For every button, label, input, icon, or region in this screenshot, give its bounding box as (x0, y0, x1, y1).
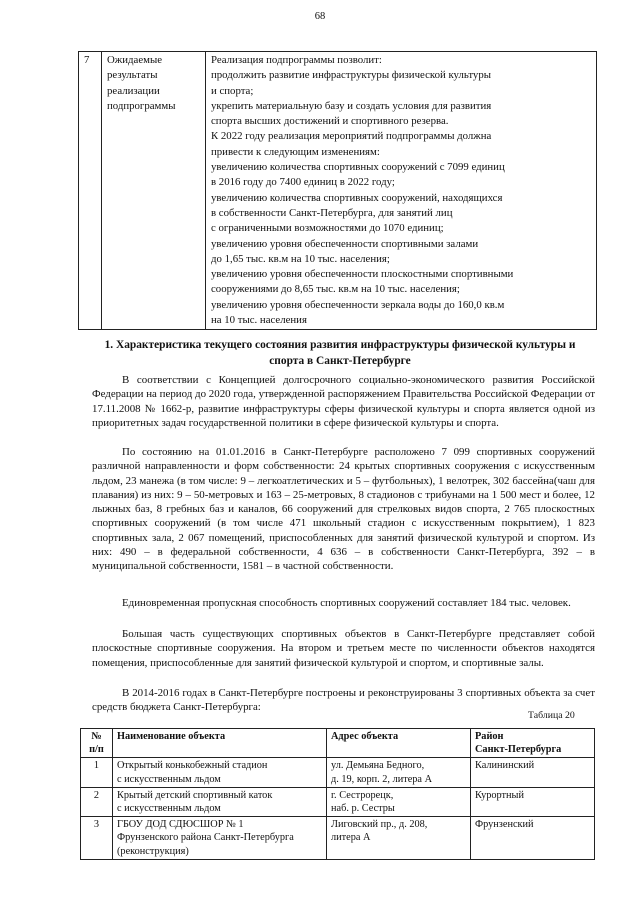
table-row (79, 52, 597, 330)
header-name: Наименование объекта (113, 729, 327, 758)
cell-number: 1 (81, 758, 113, 787)
table-row (81, 758, 595, 787)
row-content: Реализация подпрограммы позволит: продолжить развитие инфраструктуры физической культуры и спорта; укрепить материальную базу и создать условия для развития спорта высших достижений и спортивного резерва. К 2022 году реализация мероприятий подпрограммы должна привести к следующим изменениям: увеличению количества спортивных сооружений с 7099 единиц в 2016 году до 7400 единиц в 2022 году; увеличению количества спортивных сооружений, находящихся в собственности Санкт-Петербурга, для занятий лиц с ограниченными возможностями до 1070 единиц; увеличению уровня обеспеченности спортивными залами до 1,65 тыс. кв.м на 10 тыс. населения; увеличению уровня обеспеченности плоскостными спортивными сооружениями до 8,65 тыс. кв.м на 10 тыс. населения; увеличению уровня обеспеченности зеркала воды до 160,0 кв.м на 10 тыс. населения (206, 52, 597, 330)
row-number: 7 (79, 52, 102, 330)
paragraph: Единовременная пропускная способность спортивных сооружений составляет 184 тыс. человек. (122, 597, 571, 609)
table-caption: Таблица 20 (528, 710, 575, 721)
expected-results-table (78, 51, 597, 330)
paragraph: По состоянию на 01.01.2016 в Санкт-Петербурге расположено 7 099 спортивных сооружений различной направленности и форм собственности: 24 крытых спортивных сооружения с искусственным льдом, 23 манежа (в том числе: 9 – легкоатлетических и 5 – футбольных), 1 велотрек, 302 бассейна(чаш для плавания) из них: 9 – 50-метровых и 163 – 25-метровых, 8 стадионов с трибунами на 1 500 мест и более, 12 лыжных баз, 8 гребных баз и каналов, 66 сооружений для стрелковых видов спорта, 2 765 плоскостных спортивных сооружений (в том числе 471 школьный стадион с искусственным покрытием), 1 823 спортивных зала, 2 067 помещений, приспособленных для занятий физической культурой и спортом. Из них: 490 – в федеральной собственности, 4 636 – в собственности Санкт-Петербурга, 392 – в муниципальной собственности, 1581 – в частной собственности. (92, 446, 595, 573)
cell-number: 3 (81, 817, 113, 860)
header-address: Адрес объекта (327, 729, 471, 758)
page-number: 68 (314, 11, 326, 22)
table-header-row (81, 729, 595, 758)
cell-district: Курортный (471, 787, 595, 816)
paragraph: В соответствии с Концепцией долгосрочного социально-экономического развития Российской Федерации на период до 2020 года, утвержденной распоряжением Правительства Российской Федерации от 17.11.2008 № 1662-р, развитие инфраструктуры сферы физической культуры и спорта является одной из приоритетных задач государственной политики в сфере физической культуры и спорта. (92, 374, 595, 429)
header-number: № п/п (81, 729, 113, 758)
cell-district: Фрунзенский (471, 817, 595, 860)
header-district: Район Санкт-Петербурга (471, 729, 595, 758)
table-row (81, 817, 595, 860)
paragraph: Большая часть существующих спортивных объектов в Санкт-Петербурге представляет собой плоскостные спортивные сооружения. На втором и третьем месте по численности объектов находятся помещения, приспособленные для занятий физической культурой и спортом, и спортивные залы. (92, 628, 595, 669)
cell-address: г. Сестрорецк, наб. р. Сестры (327, 787, 471, 816)
cell-district: Калининский (471, 758, 595, 787)
cell-number: 2 (81, 787, 113, 816)
sports-objects-table (80, 728, 595, 860)
cell-address: ул. Демьяна Бедного, д. 19, корп. 2, литера А (327, 758, 471, 787)
section-heading: 1. Характеристика текущего состояния развития инфраструктуры физической культуры и спорта в Санкт-Петербурге (104, 339, 576, 367)
cell-name: Крытый детский спортивный каток с искусственным льдом (113, 787, 327, 816)
paragraph: В 2014-2016 годах в Санкт-Петербурге построены и реконструированы 3 спортивных объекта за счет средств бюджета Санкт-Петербурга: (92, 687, 595, 714)
cell-name: Открытый конькобежный стадион с искусственным льдом (113, 758, 327, 787)
table-row (81, 787, 595, 816)
row-label: Ожидаемые результаты реализации подпрограммы (102, 52, 206, 330)
cell-name: ГБОУ ДОД СДЮСШОР № 1 Фрунзенского района Санкт-Петербурга (реконструкция) (113, 817, 327, 860)
cell-address: Лиговский пр., д. 208, литера А (327, 817, 471, 860)
